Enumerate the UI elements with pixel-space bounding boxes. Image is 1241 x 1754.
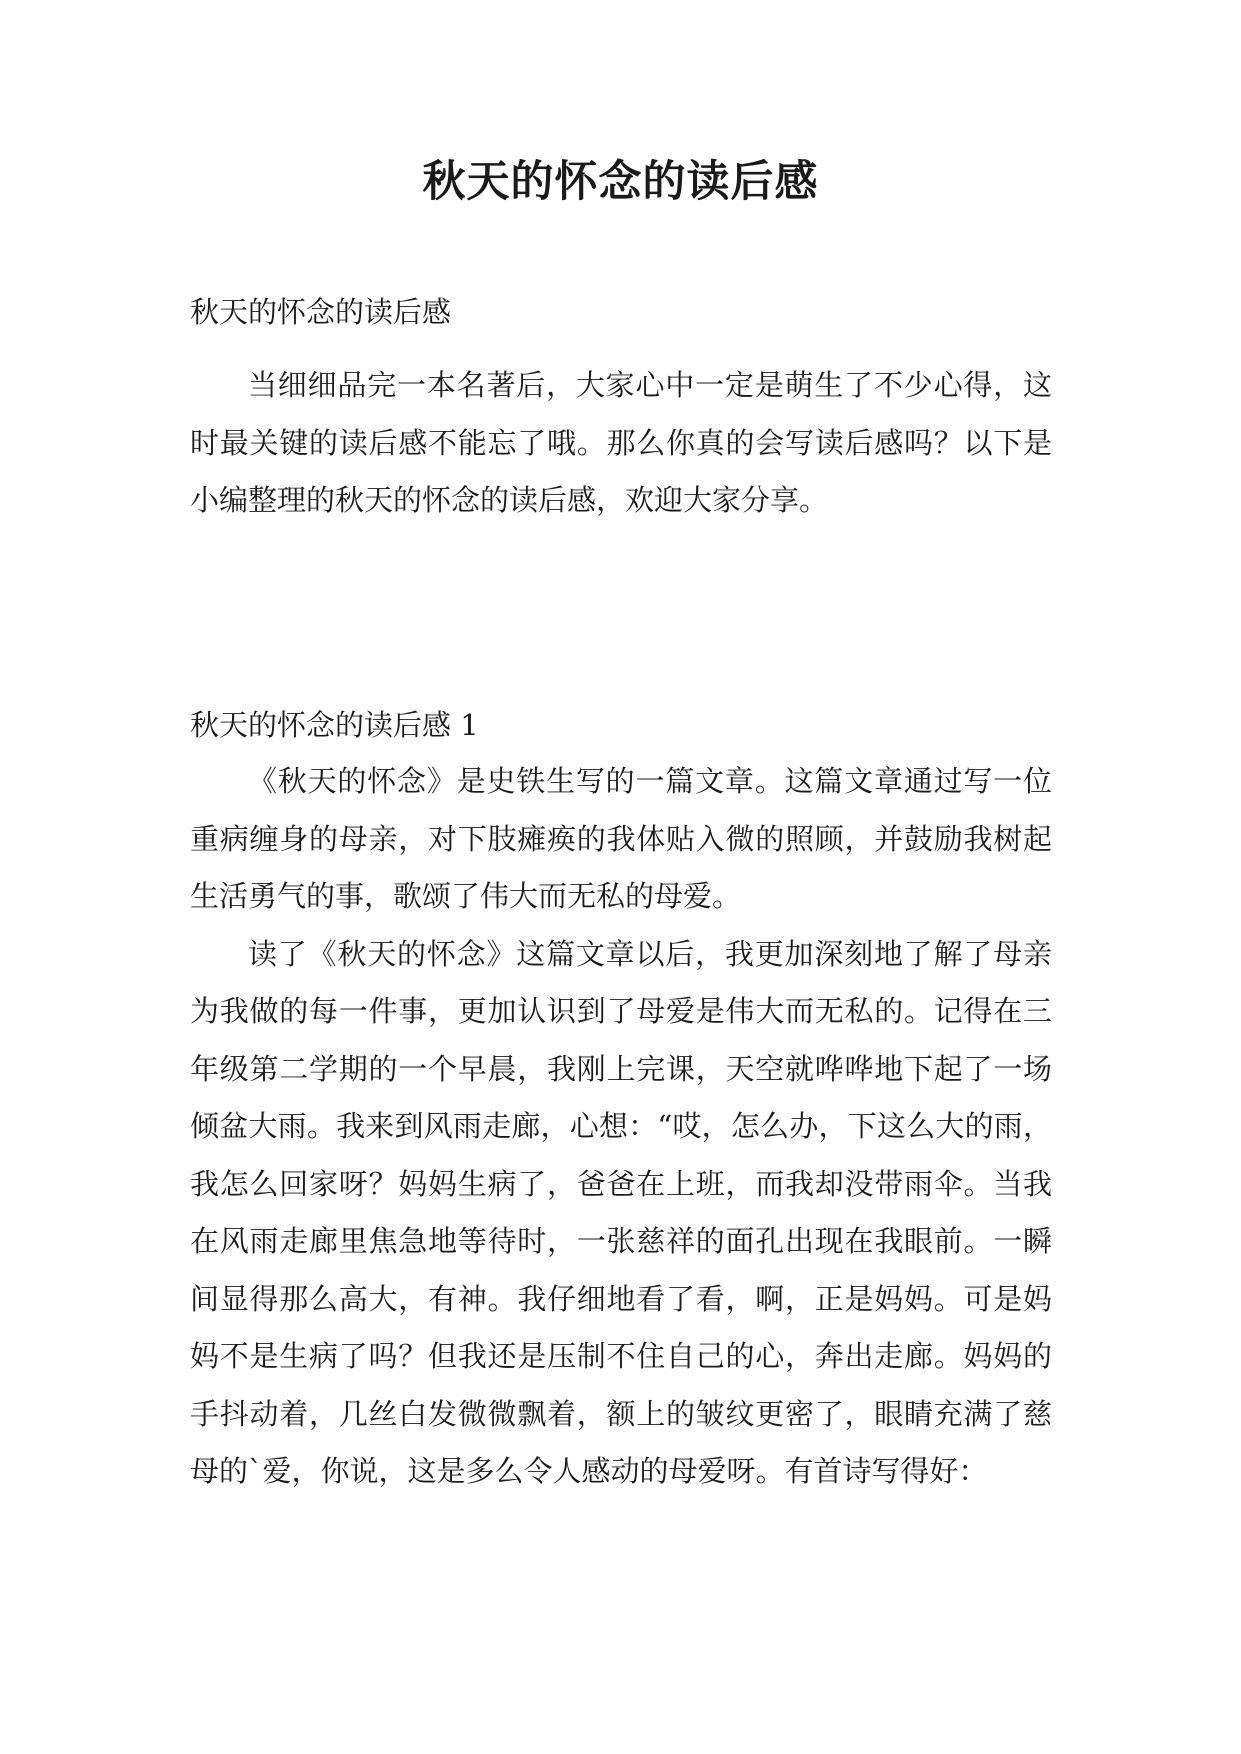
document-title: 秋天的怀念的读后感 (422, 157, 819, 207)
section-body (190, 753, 1052, 1501)
section-paragraph-2: 读了《秋天的怀念》这篇文章以后，我更加深刻地了解了母亲为我做的每一件事，更加认识到了母爱是伟大而无私的。记得在三年级第二学期的一个早晨，我刚上完课，天空就哗哗地下起了一场倾盆大雨。我来到风雨走廊，心想：“哎，怎么办，下这么大的雨，我怎么回家呀？妈妈生病了，爸爸在上班，而我却没带雨伞。当我在风雨走廊里焦急地等待时，一张慈祥的面孔出现在我眼前。一瞬间显得那么高大，有神。我仔细地看了看，啊，正是妈妈。可是妈妈不是生病了吗？但我还是压制不住自己的心，奔出走廊。妈妈的手抖动着，几丝白发微微飘着，额上的皱纹更密了，眼睛充满了慈母的`爱，你说，这是多么令人感动的母爱呀。有首诗写得好： (190, 936, 1052, 1488)
section-paragraph-1: 《秋天的怀念》是史铁生写的一篇文章。这篇文章通过写一位重病缠身的母亲，对下肢瘫痪的我体贴入微的照顾，并鼓励我树起生活勇气的事，歌颂了伟大而无私的母爱。 (190, 764, 1052, 913)
intro-block (190, 357, 1052, 530)
document-subtitle: 秋天的怀念的读后感 (190, 295, 452, 329)
section-heading: 秋天的怀念的读后感 1 (190, 708, 479, 742)
intro-paragraph: 当细细品完一本名著后，大家心中一定是萌生了不少心得，这时最关键的读后感不能忘了哦。那么你真的会写读后感吗？以下是小编整理的秋天的怀念的读后感，欢迎大家分享。 (190, 368, 1052, 517)
